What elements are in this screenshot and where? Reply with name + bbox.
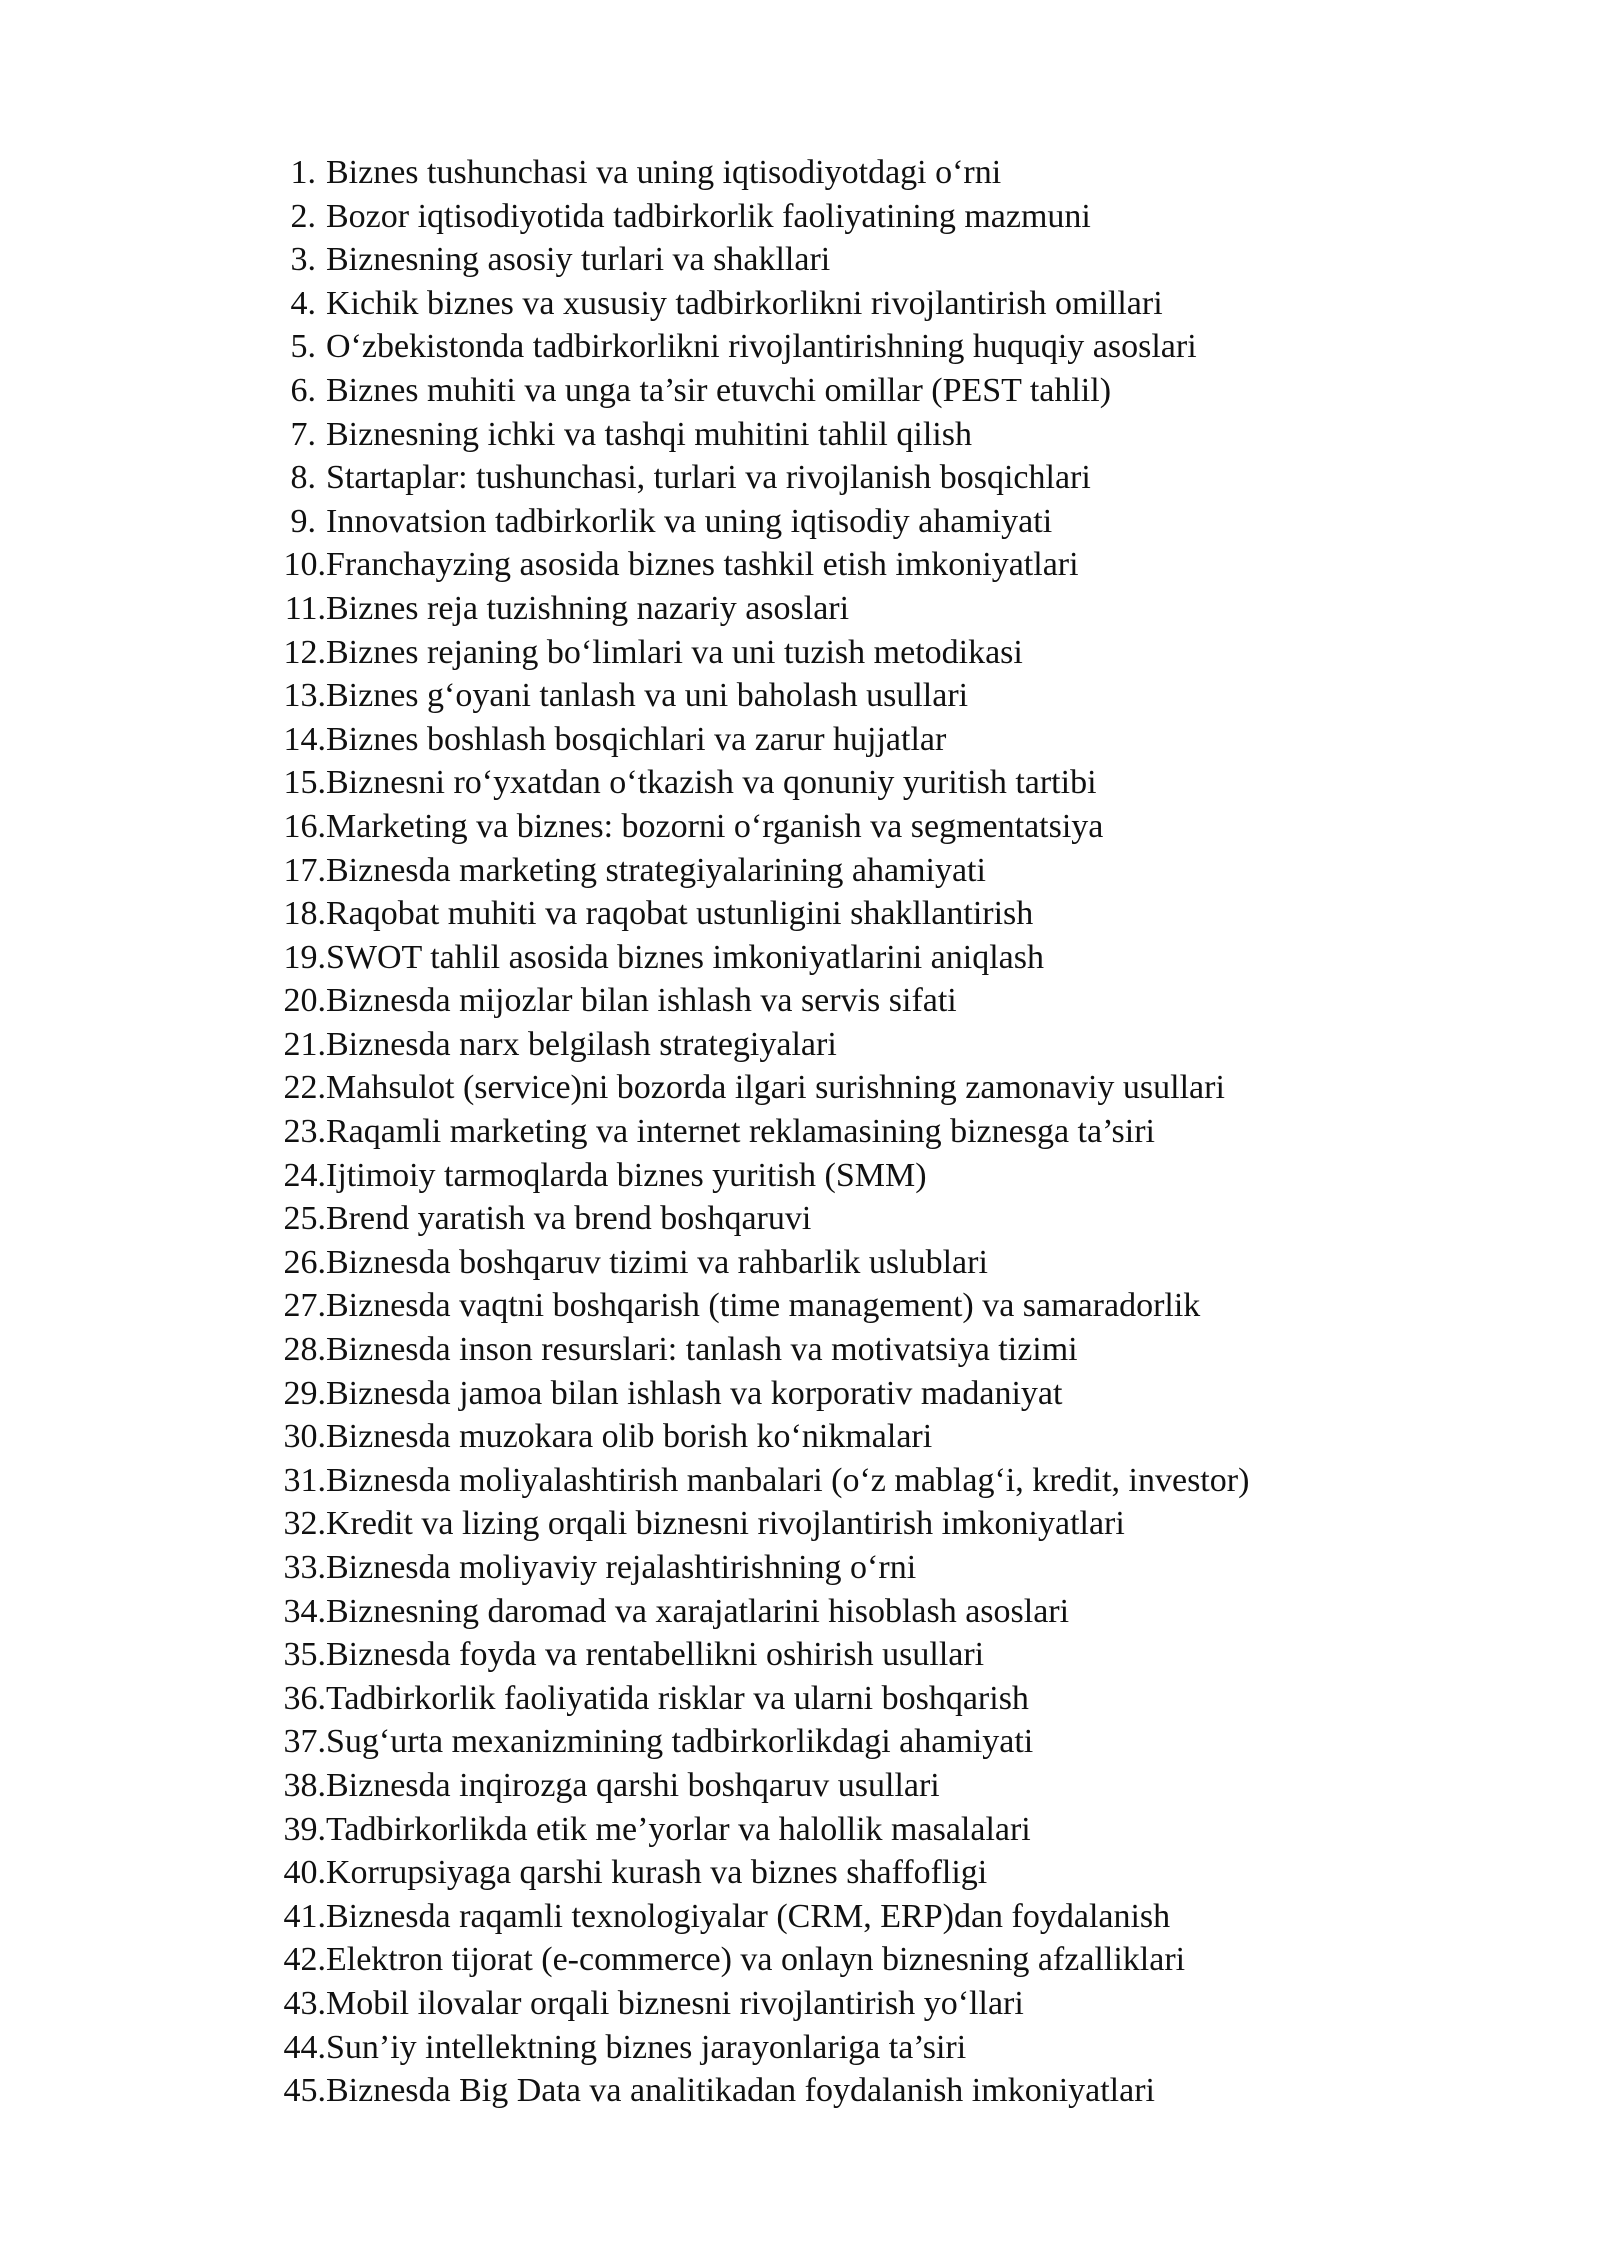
list-item-text: Elektron tijorat (e-commerce) va onlayn biznesning afzalliklari (326, 1941, 1186, 1979)
list-item-text: Biznes g‘oyani tanlash va uni baholash usullari (326, 677, 969, 715)
list-item-text: Mobil ilovalar orqali biznesni rivojlantirish yo‘llari (326, 1984, 1024, 2022)
list-item-text: Biznesda moliyalashtirish manbalari (o‘z mablag‘i, kredit, investor) (326, 1461, 1250, 1499)
list-item-text: Tadbirkorlikda etik me’yorlar va halollik masalalari (326, 1810, 1031, 1848)
list-item-text: Korrupsiyaga qarshi kurash va biznes shaffofligi (326, 1854, 988, 1892)
list-item-number: 44. (283, 2028, 326, 2066)
list-item (276, 500, 1249, 544)
list-item-number: 45. (283, 2072, 326, 2110)
list-item-number: 41. (283, 1897, 326, 1935)
list-item-text: Raqamli marketing va internet reklamasining biznesga ta’siri (326, 1113, 1155, 1151)
list-item-number: 37. (283, 1723, 326, 1761)
list-item (276, 1590, 1249, 1634)
list-item-text: Biznesda moliyaviy rejalashtirishning o‘rni (326, 1549, 917, 1586)
list-item-number: 35. (283, 1636, 326, 1674)
list-item-text: Biznesda raqamli texnologiyalar (CRM, ERP)dan foydalanish (326, 1897, 1171, 1935)
list-item (276, 1372, 1249, 1416)
list-item-number: 26. (283, 1243, 326, 1281)
list-item-text: O‘zbekistonda tadbirkorlikni rivojlantirishning huquqiy asoslari (326, 328, 1197, 366)
list-item-number: 36. (283, 1679, 326, 1717)
list-item-text: Biznesning asosiy turlari va shakllari (326, 241, 831, 279)
list-item (276, 674, 1249, 718)
list-item (276, 1197, 1249, 1241)
list-item (276, 1982, 1249, 2026)
list-item (276, 369, 1249, 413)
list-item (276, 195, 1249, 239)
list-item (276, 1023, 1249, 1067)
list-item-number: 3. (290, 241, 316, 279)
list-item (276, 587, 1249, 631)
list-item-number: 32. (283, 1505, 326, 1543)
list-item-text: Biznesda inqirozga qarshi boshqaruv usullari (326, 1766, 940, 1804)
list-item-number: 21. (283, 1025, 326, 1063)
list-item (276, 2069, 1249, 2113)
list-item-number: 1. (290, 154, 316, 191)
list-item-text: Startaplar: tushunchasi, turlari va rivojlanish bosqichlari (326, 459, 1091, 497)
list-item-text: Raqobat muhiti va raqobat ustunligini shakllantirish (326, 895, 1034, 933)
list-item-number: 42. (283, 1941, 326, 1979)
list-item (276, 2026, 1249, 2070)
list-item (276, 1328, 1249, 1372)
list-item (276, 1720, 1249, 1764)
list-item (276, 1764, 1249, 1808)
list-item (276, 1415, 1249, 1459)
list-item (276, 1066, 1249, 1110)
list-item (276, 1938, 1249, 1982)
list-item-text: Biznesda inson resurslari: tanlash va motivatsiya tizimi (326, 1331, 1078, 1369)
list-item-number: 31. (283, 1461, 326, 1499)
list-item-number: 11. (284, 589, 326, 627)
list-item-number: 38. (283, 1766, 326, 1804)
list-item-number: 43. (283, 1984, 326, 2022)
list-item-text: Biznesda mijozlar bilan ishlash va servis sifati (326, 982, 957, 1020)
list-item (276, 761, 1249, 805)
list-item-text: Biznes boshlash bosqichlari va zarur hujjatlar (326, 720, 947, 758)
list-item-number: 22. (283, 1069, 326, 1107)
list-item (276, 1459, 1249, 1503)
list-item (276, 718, 1249, 762)
list-item (276, 543, 1249, 587)
list-item-number: 4. (290, 284, 316, 322)
list-item-number: 40. (283, 1854, 326, 1892)
list-item-text: Innovatsion tadbirkorlik va uning iqtisodiy ahamiyati (326, 502, 1053, 540)
list-item (276, 1284, 1249, 1328)
list-item-number: 24. (283, 1156, 326, 1194)
list-item-text: SWOT tahlil asosida biznes imkoniyatlarini aniqlash (326, 938, 1044, 976)
list-item (276, 1502, 1249, 1546)
list-item-number: 18. (283, 895, 326, 933)
list-item-text: Mahsulot (service)ni bozorda ilgari surishning zamonaviy usullari (326, 1069, 1225, 1107)
list-item-number: 15. (283, 764, 326, 802)
list-item-text: Sun’iy intellektning biznes jarayonlariga ta’siri (326, 2028, 967, 2066)
list-item-text: Marketing va biznes: bozorni o‘rganish va segmentatsiya (326, 807, 1104, 845)
list-item (276, 151, 1249, 195)
list-item-text: Brend yaratish va brend boshqaruvi (326, 1200, 812, 1238)
list-item-number: 5. (290, 328, 316, 366)
list-item (276, 456, 1249, 500)
list-item-number: 19. (283, 938, 326, 976)
list-item-number: 17. (283, 851, 326, 889)
list-item-number: 12. (283, 633, 326, 671)
list-item-text: Biznes tushunchasi va uning iqtisodiyotdagi o‘rni (326, 154, 1002, 191)
list-item-text: Kichik biznes va xususiy tadbirkorlikni rivojlantirish omillari (326, 284, 1163, 322)
list-item-text: Kredit va lizing orqali biznesni rivojlantirish imkoniyatlari (326, 1505, 1125, 1543)
list-item-text: Biznesda foyda va rentabellikni oshirish usullari (326, 1636, 985, 1674)
list-item-number: 6. (290, 371, 316, 409)
list-item-text: Biznesda muzokara olib borish ko‘nikmalari (326, 1418, 933, 1456)
list-item-text: Franchayzing asosida biznes tashkil etish imkoniyatlari (326, 546, 1079, 584)
list-item-text: Biznesda vaqtni boshqarish (time management) va samaradorlik (326, 1287, 1201, 1325)
list-item-text: Biznesda marketing strategiyalarining ahamiyati (326, 851, 986, 889)
list-item-number: 27. (283, 1287, 326, 1325)
list-item-text: Biznes rejaning bo‘limlari va uni tuzish metodikasi (326, 633, 1023, 671)
list-item (276, 325, 1249, 369)
list-item-number: 8. (290, 459, 316, 497)
list-item-number: 34. (283, 1592, 326, 1630)
list-item (276, 282, 1249, 326)
list-item (276, 849, 1249, 893)
list-item-text: Tadbirkorlik faoliyatida risklar va ularni boshqarish (326, 1679, 1029, 1717)
list-item (276, 805, 1249, 849)
list-item-number: 33. (283, 1549, 326, 1586)
list-item (276, 1851, 1249, 1895)
list-item-text: Biznesning ichki va tashqi muhitini tahlil qilish (326, 415, 972, 453)
list-item-text: Bozor iqtisodiyotida tadbirkorlik faoliyatining mazmuni (326, 197, 1091, 235)
list-item (276, 238, 1249, 282)
list-item (276, 979, 1249, 1023)
list-item (276, 1241, 1249, 1285)
list-item-text: Ijtimoiy tarmoqlarda biznes yuritish (SMM) (326, 1156, 927, 1194)
list-item (276, 1808, 1249, 1852)
list-item-number: 10. (283, 546, 326, 584)
list-item (276, 1633, 1249, 1677)
list-item (276, 892, 1249, 936)
topic-list (276, 151, 1249, 2113)
list-item-text: Biznesda jamoa bilan ishlash va korporativ madaniyat (326, 1374, 1063, 1412)
list-item (276, 1110, 1249, 1154)
list-item (276, 1677, 1249, 1721)
list-item-text: Biznes reja tuzishning nazariy asoslari (326, 589, 850, 627)
list-item-number: 7. (290, 415, 316, 453)
list-item-number: 39. (283, 1810, 326, 1848)
list-item-number: 25. (283, 1200, 326, 1238)
list-item-number: 2. (290, 197, 316, 235)
list-item (276, 1895, 1249, 1939)
list-item (276, 413, 1249, 457)
list-item (276, 1154, 1249, 1198)
list-item (276, 936, 1249, 980)
list-item-number: 16. (283, 807, 326, 845)
list-item-number: 23. (283, 1113, 326, 1151)
list-item-number: 14. (283, 720, 326, 758)
list-item-text: Biznesda Big Data va analitikadan foydalanish imkoniyatlari (326, 2072, 1155, 2110)
list-item (276, 631, 1249, 675)
list-item-text: Biznesni ro‘yxatdan o‘tkazish va qonuniy yuritish tartibi (326, 764, 1097, 802)
list-item-text: Biznes muhiti va unga ta’sir etuvchi omillar (PEST tahlil) (326, 371, 1112, 409)
list-item-text: Biznesda narx belgilash strategiyalari (326, 1025, 837, 1063)
list-item-number: 9. (290, 502, 316, 540)
list-item-number: 13. (283, 677, 326, 715)
list-item-number: 29. (283, 1374, 326, 1412)
list-item-number: 30. (283, 1418, 326, 1456)
list-item-text: Sug‘urta mexanizmining tadbirkorlikdagi ahamiyati (326, 1723, 1034, 1761)
list-item (276, 1546, 1249, 1590)
list-item-text: Biznesning daromad va xarajatlarini hisoblash asoslari (326, 1592, 1070, 1630)
list-item-text: Biznesda boshqaruv tizimi va rahbarlik uslublari (326, 1243, 988, 1281)
list-item-number: 28. (283, 1331, 326, 1369)
list-item-number: 20. (283, 982, 326, 1020)
